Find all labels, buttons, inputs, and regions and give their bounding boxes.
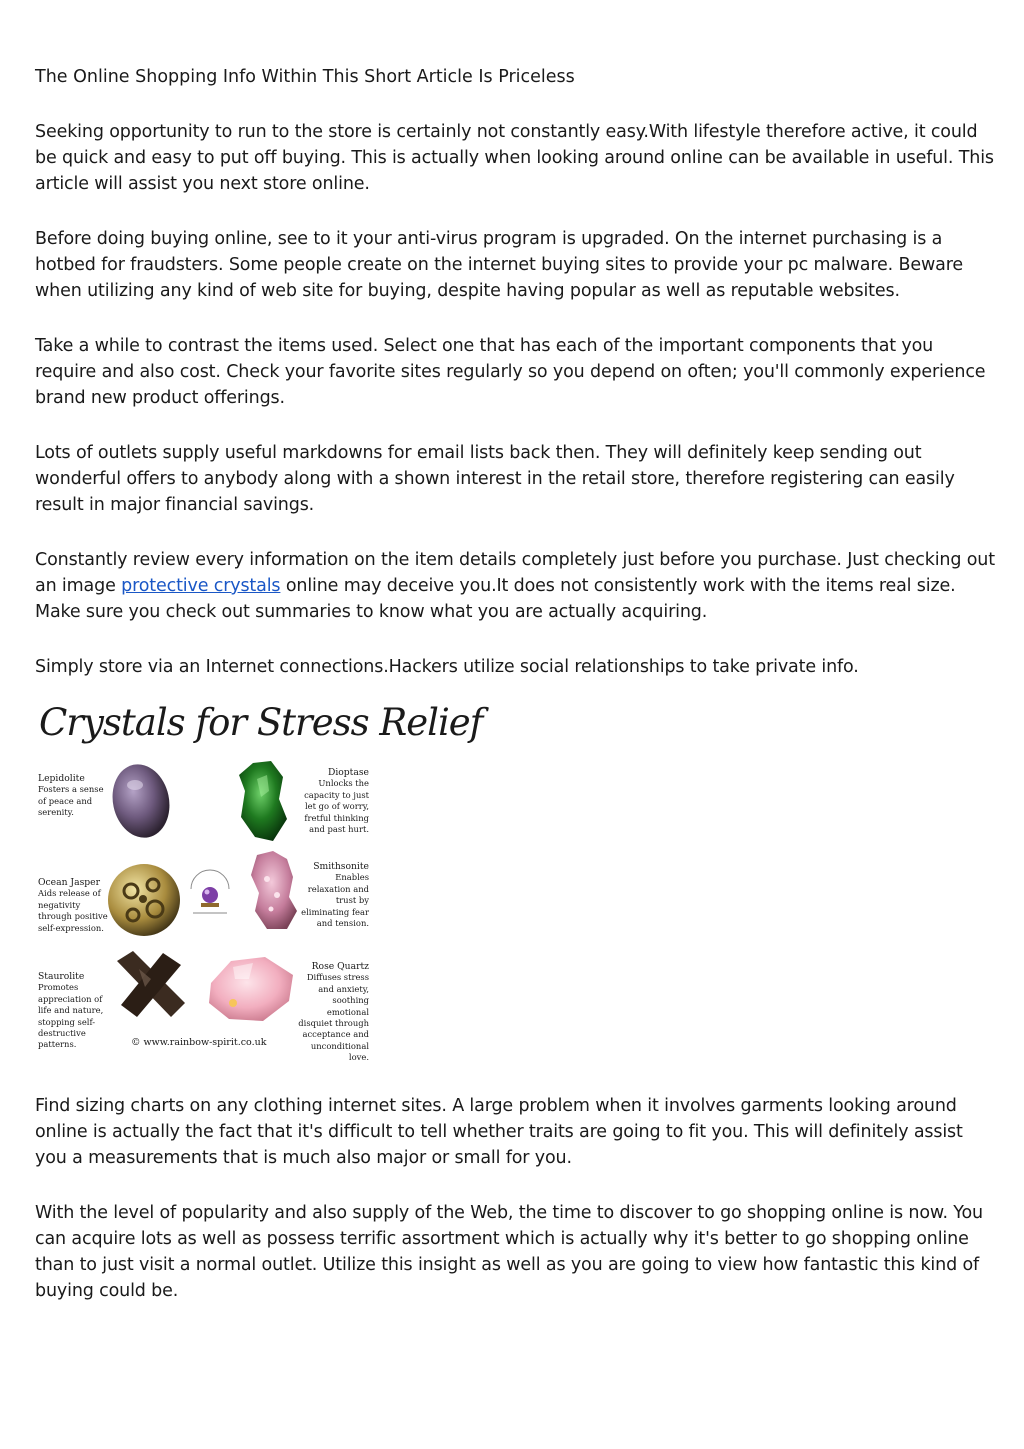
paragraph-5-text-before: Constantly review every information on the item details completely just before you purchase. Just checking out an image	[35, 550, 995, 596]
crystal-description: Promotes appreciation of life and nature, stopping self-destructive patterns.	[38, 982, 104, 1050]
paragraph-5-text-after: online may deceive you.It does not consistently work with the items real size. Make sure you check out summaries to know what you are actually acquiring.	[35, 576, 956, 622]
crystal-description: Aids release of negativity through positive self-expression.	[38, 888, 108, 933]
paragraph-5	[35, 547, 995, 625]
lepidolite-stone-image	[105, 761, 177, 839]
paragraph-8: With the level of popularity and also supply of the Web, the time to discover to go shopping online is now. You can acquire lots as well as possess terrific assortment which is actually why it's better to go shopping online than to just visit a normal outlet. Utilize this insight as well as you are going to view how fantastic this kind of buying could be.	[35, 1203, 983, 1301]
ocean-jasper-stone-image	[105, 861, 183, 939]
rose-quartz-stone-image	[203, 953, 299, 1025]
paragraph-7: Find sizing charts on any clothing internet sites. A large problem when it involves garments looking around online is actually the fact that it's difficult to tell whether traits are going to fit you. This will definitely assist you a measurements that is much also major or small for you.	[35, 1096, 963, 1168]
crystal-name: Staurolite	[38, 971, 85, 982]
crystal-description: Enables relaxation and trust by eliminating fear and tension.	[301, 872, 369, 929]
dioptase-stone-image	[233, 759, 293, 845]
crystal-name: Dioptase	[327, 767, 369, 778]
crystal-description: Diffuses stress and anxiety, soothing emotional disquiet through acceptance and unconditional love.	[298, 972, 369, 1063]
paragraph-3: Take a while to contrast the items used. Select one that has each of the important components that you require and also cost. Check your favorite sites regularly so you depend on often; you'll commonly experience brand new product offerings.	[35, 336, 986, 408]
crystal-label-dioptase	[293, 767, 369, 835]
paragraph-6: Simply store via an Internet connections.Hackers utilize social relationships to take private info.	[35, 657, 859, 677]
poster-title: Crystals for Stress Relief	[39, 701, 483, 744]
article-title: The Online Shopping Info Within This Short Article Is Priceless	[35, 67, 575, 87]
crystal-name: Ocean Jasper	[38, 877, 101, 888]
crystal-label-staurolite	[38, 971, 112, 1051]
paragraph-1: Seeking opportunity to run to the store is certainly not constantly easy.With lifestyle therefore active, it could be quick and easy to put off buying. This is actually when looking around online can be available in useful. This article will assist you next store online.	[35, 122, 994, 194]
document-page	[35, 64, 995, 1333]
crystal-description: Unlocks the capacity to just let go of worry, fretful thinking and past hurt.	[304, 778, 369, 835]
crystal-label-rose-quartz	[297, 961, 369, 1064]
poster-credit: © www.rainbow-spirit.co.uk	[131, 1037, 267, 1048]
staurolite-stone-image	[111, 947, 191, 1023]
crystal-description: Fosters a sense of peace and serenity.	[38, 784, 104, 818]
crystal-label-ocean-jasper	[38, 877, 110, 934]
crystal-label-lepidolite	[38, 773, 108, 819]
rainbow-spirit-logo	[185, 867, 235, 923]
crystal-label-smithsonite	[293, 861, 369, 929]
crystals-poster-image	[35, 701, 483, 1063]
crystal-name: Lepidolite	[38, 773, 85, 784]
protective-crystals-link[interactable]: protective crystals	[121, 576, 281, 596]
paragraph-2: Before doing buying online, see to it your anti-virus program is upgraded. On the internet purchasing is a hotbed for fraudsters. Some people create on the internet buying sites to provide your pc malware. Beware when utilizing any kind of web site for buying, despite having popular as well as reputable websites.	[35, 229, 963, 301]
crystal-name: Rose Quartz	[311, 961, 369, 972]
crystal-name: Smithsonite	[313, 861, 369, 872]
paragraph-4: Lots of outlets supply useful markdowns for email lists back then. They will definitely keep sending out wonderful offers to anybody along with a shown interest in the retail store, therefore registering can easily result in major financial savings.	[35, 443, 955, 515]
